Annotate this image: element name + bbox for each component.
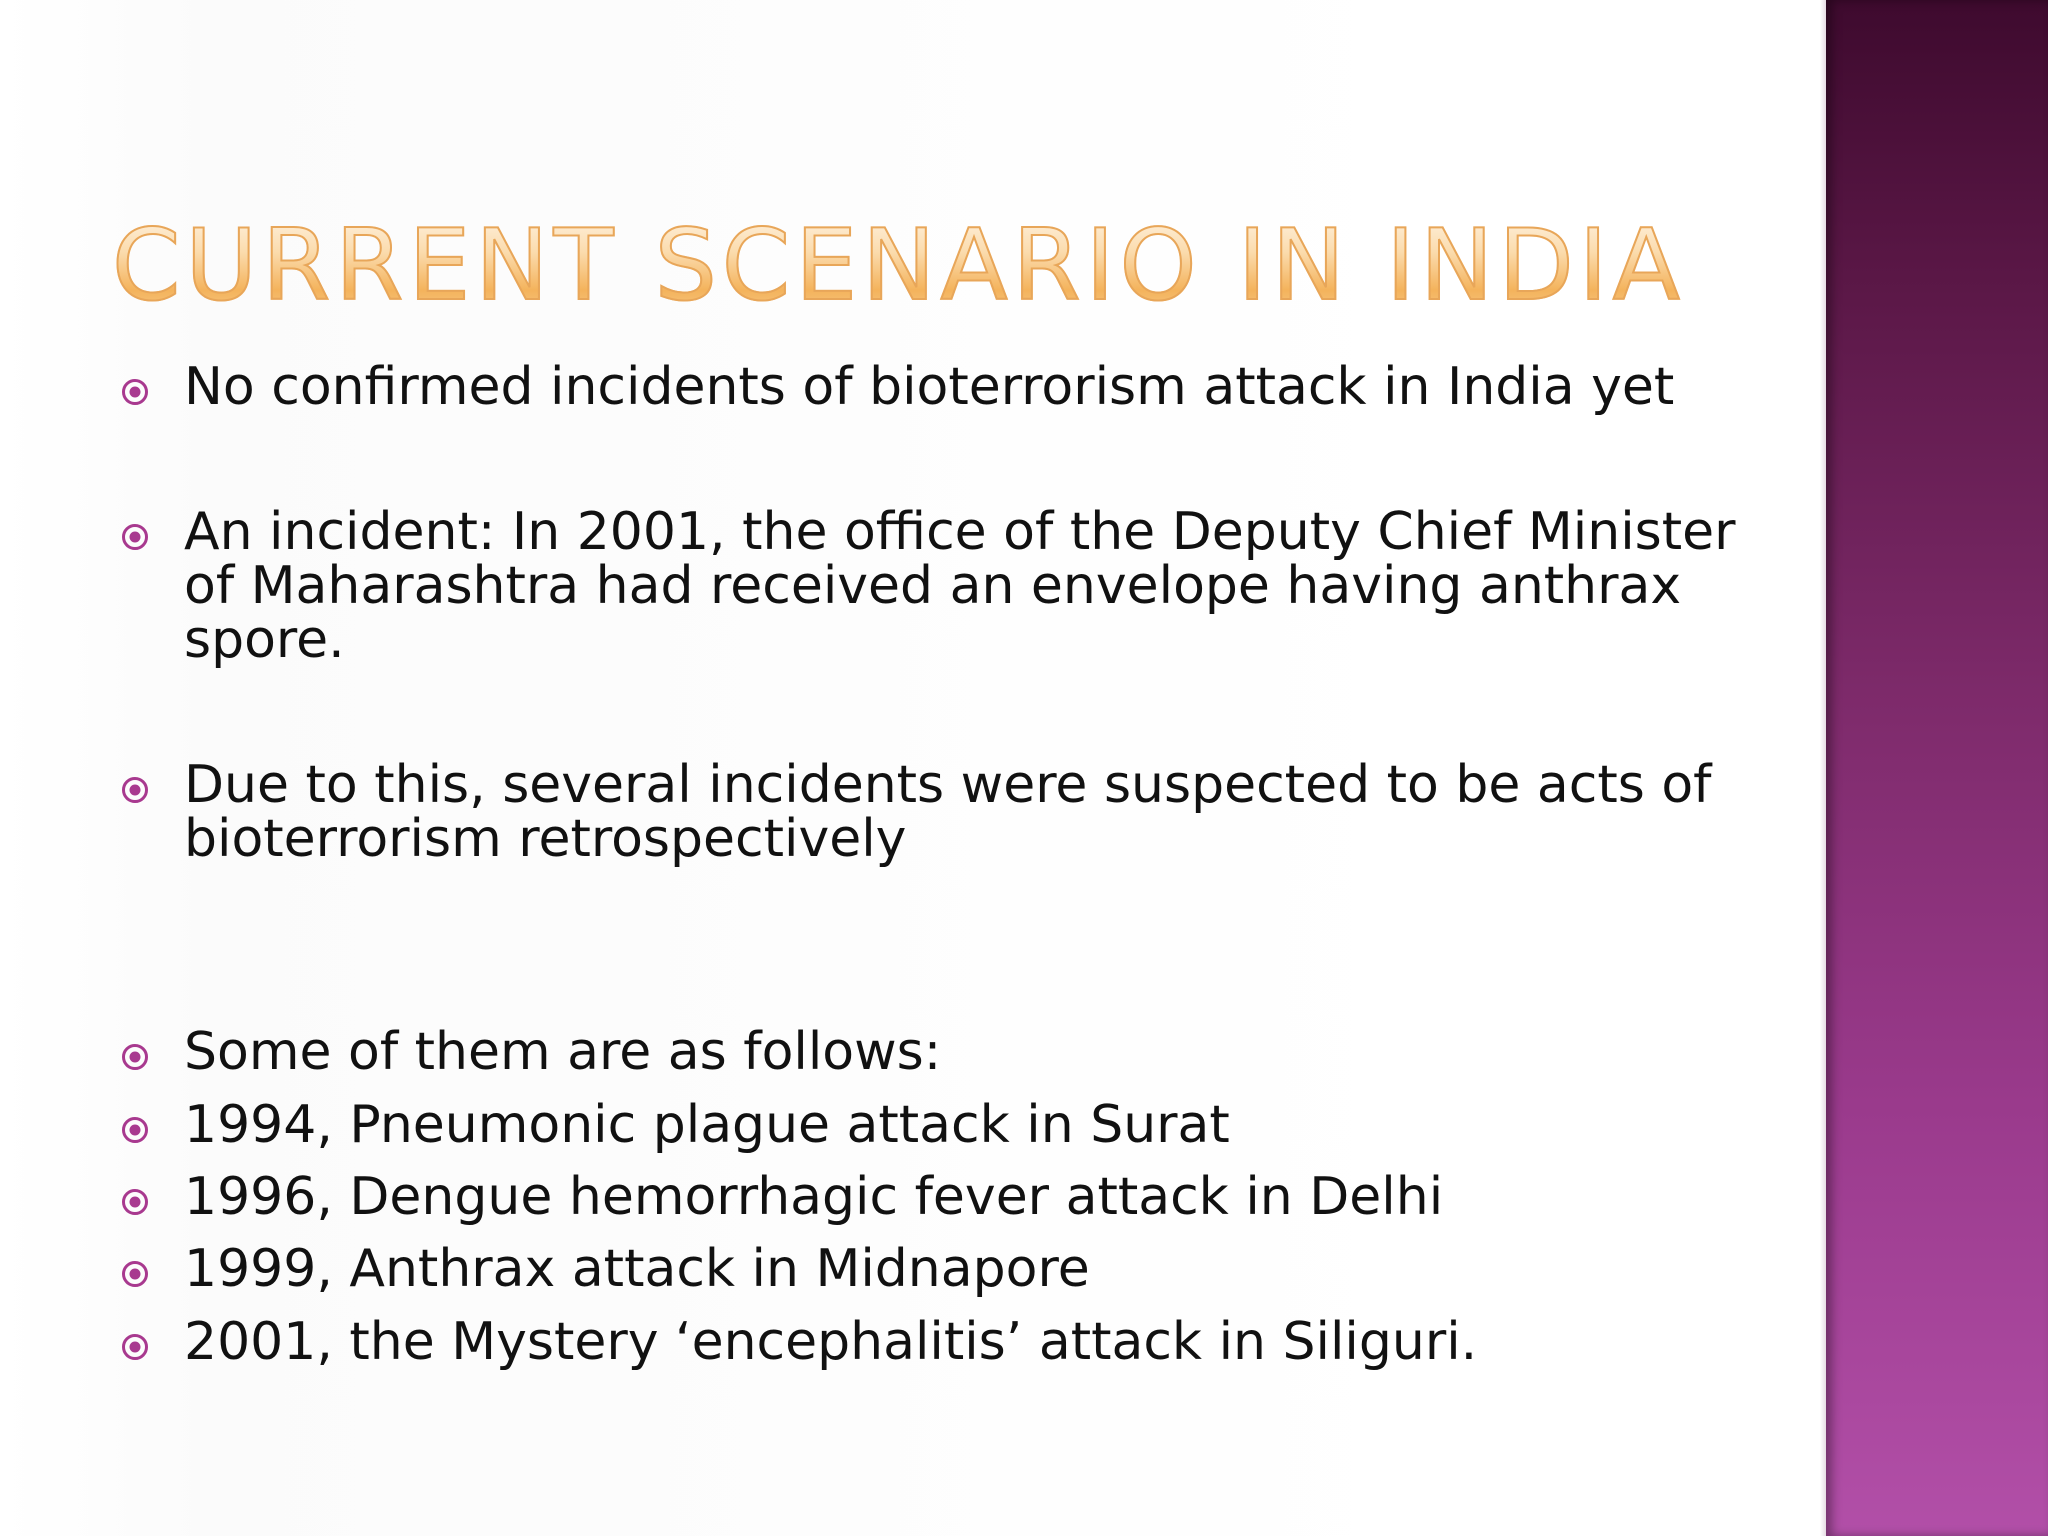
circle-bullet-icon [120, 522, 150, 552]
bullet-text: An incident: In 2001, the office of the Deputy Chief Minister of Maharashtra had received an envelope having anthrax spore. [184, 502, 1736, 670]
bullet-text: Due to this, several incidents were suspected to be acts of bioterrorism retrospectively [184, 755, 1712, 869]
bullet-text: 1994, Pneumonic plague attack in Surat [184, 1095, 1230, 1155]
bullet-text: 2001, the Mystery ‘encephalitis’ attack in Siliguri. [184, 1312, 1478, 1372]
bullet-text: 1996, Dengue hemorrhagic fever attack in Delhi [184, 1167, 1444, 1227]
circle-bullet-icon [120, 1187, 150, 1217]
bullet-item [120, 1095, 1800, 1155]
bullet-item [120, 1022, 1800, 1082]
circle-bullet-icon [120, 1259, 150, 1289]
bullet-item [120, 357, 1800, 417]
bullet-text: 1999, Anthrax attack in Midnapore [184, 1239, 1090, 1299]
purple-side-panel [1826, 0, 2048, 1536]
circle-bullet-icon [120, 1332, 150, 1362]
circle-bullet-icon [120, 377, 150, 407]
circle-bullet-icon [120, 775, 150, 805]
bullet-text: Some of them are as follows: [184, 1022, 942, 1082]
slide-title: CURRENT SCENARIO IN INDIA [112, 206, 1802, 326]
circle-bullet-icon [120, 1115, 150, 1145]
bullet-item [120, 1167, 1800, 1227]
bullet-item [120, 502, 1800, 670]
circle-bullet-icon [120, 1042, 150, 1072]
bullet-text: No confirmed incidents of bioterrorism attack in India yet [184, 357, 1675, 417]
bullet-item [120, 1239, 1800, 1299]
bullet-item [120, 755, 1800, 869]
bullet-item [120, 1312, 1800, 1372]
